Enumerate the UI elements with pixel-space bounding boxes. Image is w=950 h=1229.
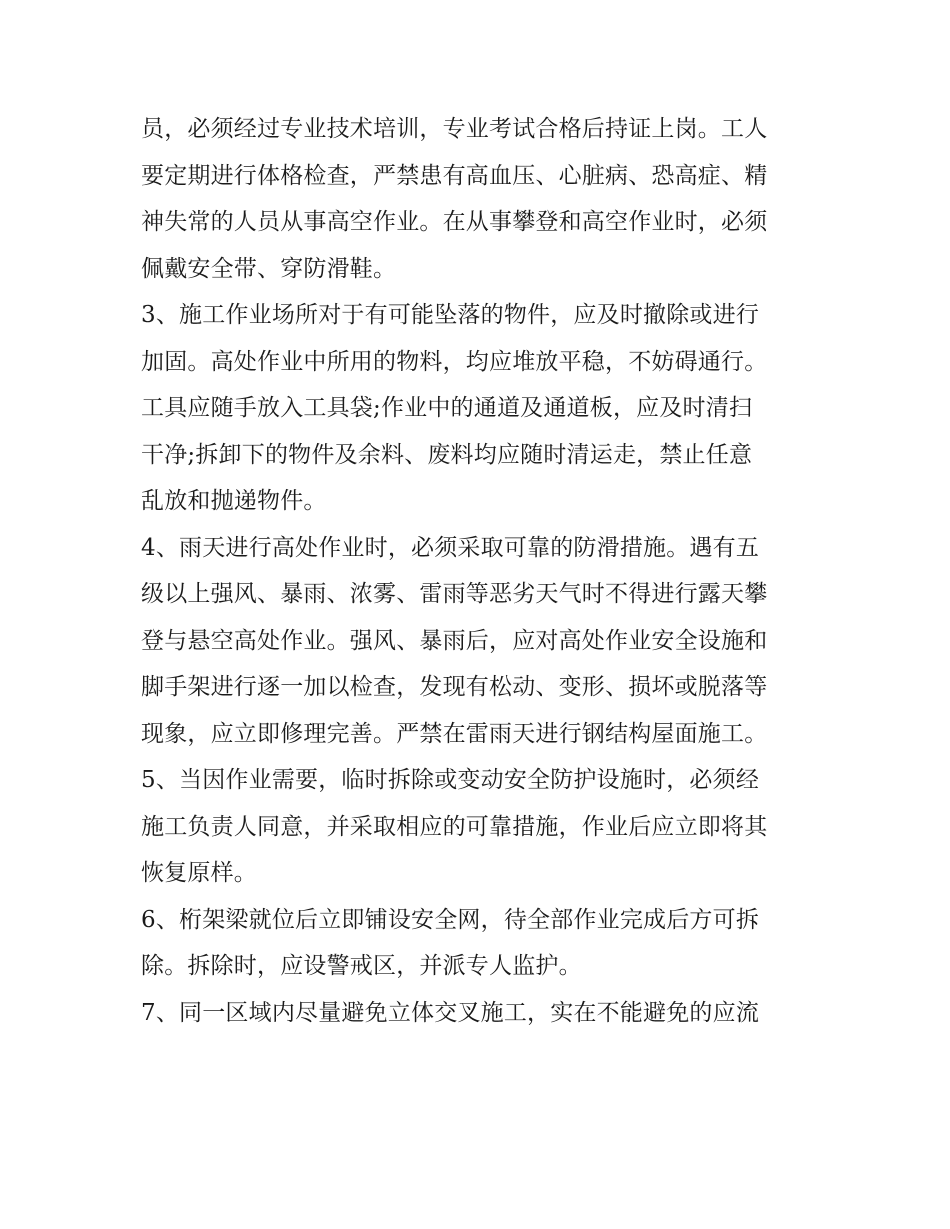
text-line: 佩戴安全带、穿防滑鞋。 bbox=[141, 255, 397, 282]
text-line: 神失常的人员从事高空作业。在从事攀登和高空作业时，必须 bbox=[141, 209, 768, 235]
text-line: 除。拆除时，应设警戒区，并派专人监护。 bbox=[141, 953, 582, 979]
text-line: 6、桁架梁就位后立即铺设安全网，待全部作业完成后方可拆 bbox=[141, 906, 760, 933]
text-line: 恢复原样。 bbox=[141, 860, 257, 886]
text-line: 干净;拆卸下的物件及余料、废料均应随时清运走，禁止任意 bbox=[141, 441, 753, 468]
text-line: 要定期进行体格检查，严禁患有高血压、心脏病、恐高症、精 bbox=[141, 162, 768, 189]
text-line: 现象，应立即修理完善。严禁在雷雨天进行钢结构屋面施工。 bbox=[141, 720, 768, 747]
text-line: 7、同一区域内尽量避免立体交叉施工，实在不能避免的应流 bbox=[141, 999, 760, 1026]
text-line: 加固。高处作业中所用的物料，均应堆放平稳，不妨碍通行。 bbox=[141, 348, 768, 375]
text-line: 4、雨天进行高处作业时，必须采取可靠的防滑措施。遇有五 bbox=[141, 534, 760, 561]
text-line: 员，必须经过专业技术培训，专业考试合格后持证上岗。工人 bbox=[141, 116, 768, 142]
document-body bbox=[141, 106, 821, 1036]
text-line: 3、施工作业场所对于有可能坠落的物件，应及时撤除或进行 bbox=[141, 302, 760, 328]
text-line: 5、当因作业需要，临时拆除或变动安全防护设施时，必须经 bbox=[141, 767, 760, 793]
text-line: 登与悬空高处作业。强风、暴雨后，应对高处作业安全设施和 bbox=[141, 627, 768, 654]
text-line: 工具应随手放入工具袋;作业中的通道及通道板，应及时清扫 bbox=[141, 395, 753, 421]
text-line: 级以上强风、暴雨、浓雾、雷雨等恶劣天气时不得进行露天攀 bbox=[141, 581, 768, 607]
text-line: 施工负责人同意，并采取相应的可靠措施，作业后应立即将其 bbox=[141, 813, 768, 840]
text-line: 脚手架进行逐一加以检查，发现有松动、变形、损坏或脱落等 bbox=[141, 674, 768, 700]
text-line: 乱放和抛递物件。 bbox=[141, 488, 327, 514]
